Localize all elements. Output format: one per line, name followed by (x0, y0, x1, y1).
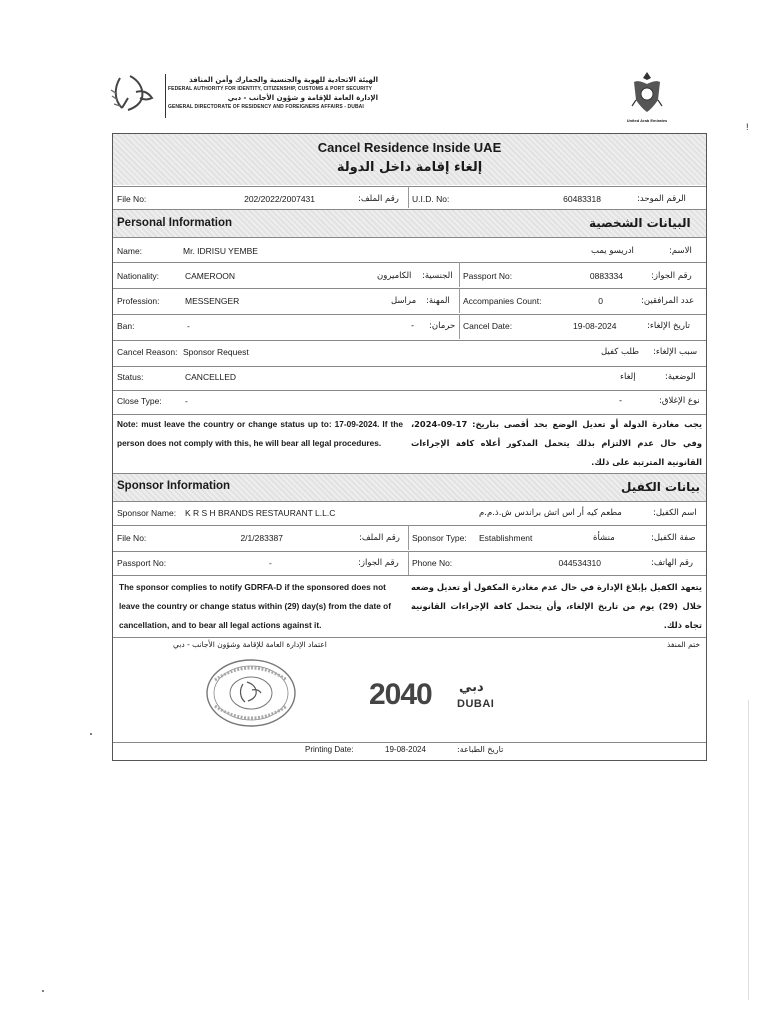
nationality-value: CAMEROON (185, 271, 236, 281)
passport-label: Passport No: (463, 271, 513, 281)
profession-value: MESSENGER (185, 296, 240, 306)
sponsor-type-value-ar: منشأة (593, 533, 615, 543)
reason-value-ar: طلب كفيل (601, 347, 639, 357)
phone-value: 044534310 (558, 558, 601, 568)
sponsor-notice-en: The sponsor complies to notify GDRFA-D if the sponsored does not leave the country or change status within (29) day(s) from the date of cancellation, and to bear all legal actions against it. (119, 582, 392, 630)
reason-label: Cancel Reason: (117, 347, 178, 357)
phone-label-ar: رقم الهاتف: (651, 558, 694, 568)
file-no-label: File No: (117, 194, 147, 204)
uid-value: 60483318 (563, 194, 601, 204)
sponsor-passport-divider (408, 551, 409, 575)
file-no-label-ar: رقم الملف: (358, 194, 399, 204)
close-type-label-ar: نوع الإغلاق: (659, 396, 700, 406)
sponsor-passport-row (113, 551, 706, 576)
profession-divider (459, 288, 460, 313)
profession-label: Profession: (117, 296, 160, 306)
ban-divider (459, 314, 460, 339)
authority-name-ar: الهيئة الاتحادية للهوية والجنسية والجمارك وأمن المنافذ (189, 76, 378, 84)
accompanies-label: Accompanies Count: (463, 296, 542, 306)
sponsor-file-label-ar: رقم الملف: (359, 533, 400, 543)
sponsor-name-value: K R S H BRANDS RESTAURANT L.L.C (185, 508, 336, 518)
name-label: Name: (117, 246, 143, 256)
sponsor-passport-value: - (269, 558, 272, 568)
sponsor-file-row (113, 525, 706, 551)
status-label: Status: (117, 372, 144, 382)
uae-emblem (630, 70, 664, 118)
sponsor-type-value: Establishment (479, 533, 533, 543)
printing-date-label: Printing Date: (305, 745, 354, 754)
accompanies-label-ar: عدد المرافقين: (641, 296, 695, 306)
sponsor-name-label: Sponsor Name: (117, 508, 177, 518)
ban-label-ar: حرمان: (429, 321, 456, 331)
personal-title-ar: البيانات الشخصية (589, 216, 691, 230)
title-ar: إلغاء إقامة داخل الدولة (336, 160, 483, 175)
status-value: CANCELLED (185, 372, 237, 382)
nationality-value-ar: الكاميرون (377, 271, 412, 281)
directorate-name-ar: الإدارة العامة للإقامة و شؤون الأجانب - دبي (227, 94, 378, 102)
sponsor-title-ar: بيانات الكفيل (621, 480, 701, 494)
reason-value: Sponsor Request (183, 347, 249, 357)
dubai-ar-text: دبي (459, 680, 484, 695)
ban-row (113, 314, 706, 340)
dubai-2040-logo (369, 678, 509, 718)
printing-date-value: 19-08-2024 (385, 745, 426, 754)
sponsor-type-label: Sponsor Type: (412, 533, 467, 543)
sponsor-passport-label: Passport No: (117, 558, 167, 568)
sponsor-type-label-ar: صفة الكفيل: (651, 533, 696, 543)
phone-label: Phone No: (412, 558, 453, 568)
emblem-caption: United Arab Emirates (626, 118, 668, 123)
profession-label-ar: المهنة: (426, 296, 450, 306)
nationality-label-ar: الجنسية: (422, 271, 453, 281)
cancel-date-label: Cancel Date: (463, 321, 513, 331)
directorate-name-en: GENERAL DIRECTORATE OF RESIDENCY AND FOREIGNERS AFFAIRS - DUBAI (168, 104, 364, 110)
passport-label-ar: رقم الجواز: (651, 271, 692, 281)
dubai-2040-number: 2040 (369, 678, 432, 711)
authority-name-en: FEDERAL AUTHORITY FOR IDENTITY, CITIZENSHIP, CUSTOMS & PORT SECURITY (168, 86, 373, 92)
sponsor-title-en: Sponsor Information (117, 480, 231, 492)
sponsor-notice-ar: يتعهد الكفيل بإبلاغ الإدارة في حال عدم مغادرة المكفول أو تعديل وضعه خلال (29) يوم من تاريخ الإلغاء، وأن يتحمل كافة الإجراءات القانونية تجاه ذلك. (411, 582, 702, 630)
name-value: Mr. IDRISU YEMBE (183, 246, 258, 256)
ban-value-ar: - (411, 321, 415, 331)
sponsor-passport-label-ar: رقم الجواز: (358, 558, 399, 568)
status-label-ar: الوضعية: (665, 372, 696, 382)
name-label-ar: الاسم: (669, 246, 692, 256)
file-row-divider (408, 186, 409, 208)
right-edge-line (748, 700, 749, 1000)
uid-label: U.I.D. No: (412, 194, 450, 204)
file-no-value: 202/2022/2007431 (244, 194, 315, 204)
nationality-divider (459, 262, 460, 287)
authority-logo (108, 70, 160, 118)
approved-by-ar: اعتماد الإدارة العامة للإقامة وشؤون الأجانب - دبي (173, 640, 327, 649)
note-ar: يجب مغادرة الدولة أو تعديل الوضع بحد أقصى بتاريخ: 17-09-2024، وفي حال عدم الالتزام بذلك يتحمل المذكور أعلاه كافة الإجراءات القانونية المترتبة على ذلك. (411, 419, 702, 467)
uae-eagle-emblem-icon (630, 70, 664, 114)
personal-title-en: Personal Information (117, 217, 233, 229)
scan-dot (42, 990, 44, 992)
uid-label-ar: الرقم الموحد: (637, 194, 686, 204)
close-type-label: Close Type: (117, 396, 162, 406)
printing-date-label-ar: تاريخ الطباعة: (457, 745, 504, 754)
ban-value: - (187, 321, 190, 331)
scan-dot (90, 733, 92, 735)
name-value-ar: ادريسو يمب (591, 246, 634, 256)
close-type-value: - (185, 396, 188, 406)
document-frame (112, 133, 707, 761)
passport-value: 0883334 (589, 271, 623, 281)
margin-mark: ! (746, 122, 749, 132)
close-type-value-ar: - (619, 396, 623, 406)
title-en: Cancel Residence Inside UAE (317, 140, 502, 155)
sponsor-name-value-ar: مطعم كيه أر اس اتش براندس ش.ذ.م.م (479, 508, 622, 518)
note-en: Note: must leave the country or change status up to: 17-09-2024. If the person does not comply with this, he will bear all legal procedures. (117, 419, 403, 448)
header-divider (165, 74, 166, 118)
profession-value-ar: مراسل (391, 296, 417, 306)
sponsor-file-value: 2/1/283387 (240, 533, 283, 543)
dubai-en-text: DUBAI (457, 698, 495, 710)
official-stamp (205, 658, 297, 728)
sponsor-file-label: File No: (117, 533, 147, 543)
round-seal-icon (205, 658, 297, 728)
nationality-label: Nationality: (117, 271, 160, 281)
ban-label: Ban: (117, 321, 135, 331)
port-stamp-ar: ختم المنفذ (667, 640, 700, 649)
sponsor-file-divider (408, 525, 409, 550)
sponsor-name-label-ar: اسم الكفيل: (653, 508, 697, 518)
close-type-row (113, 390, 706, 415)
accompanies-value: 0 (598, 296, 603, 306)
reason-label-ar: سبب الإلغاء: (653, 347, 698, 357)
falcon-logo-icon (108, 70, 160, 118)
cancel-date-label-ar: تاريخ الإلغاء: (647, 321, 690, 331)
status-value-ar: إلغاء (620, 372, 636, 382)
cancel-date-value: 19-08-2024 (573, 321, 617, 331)
